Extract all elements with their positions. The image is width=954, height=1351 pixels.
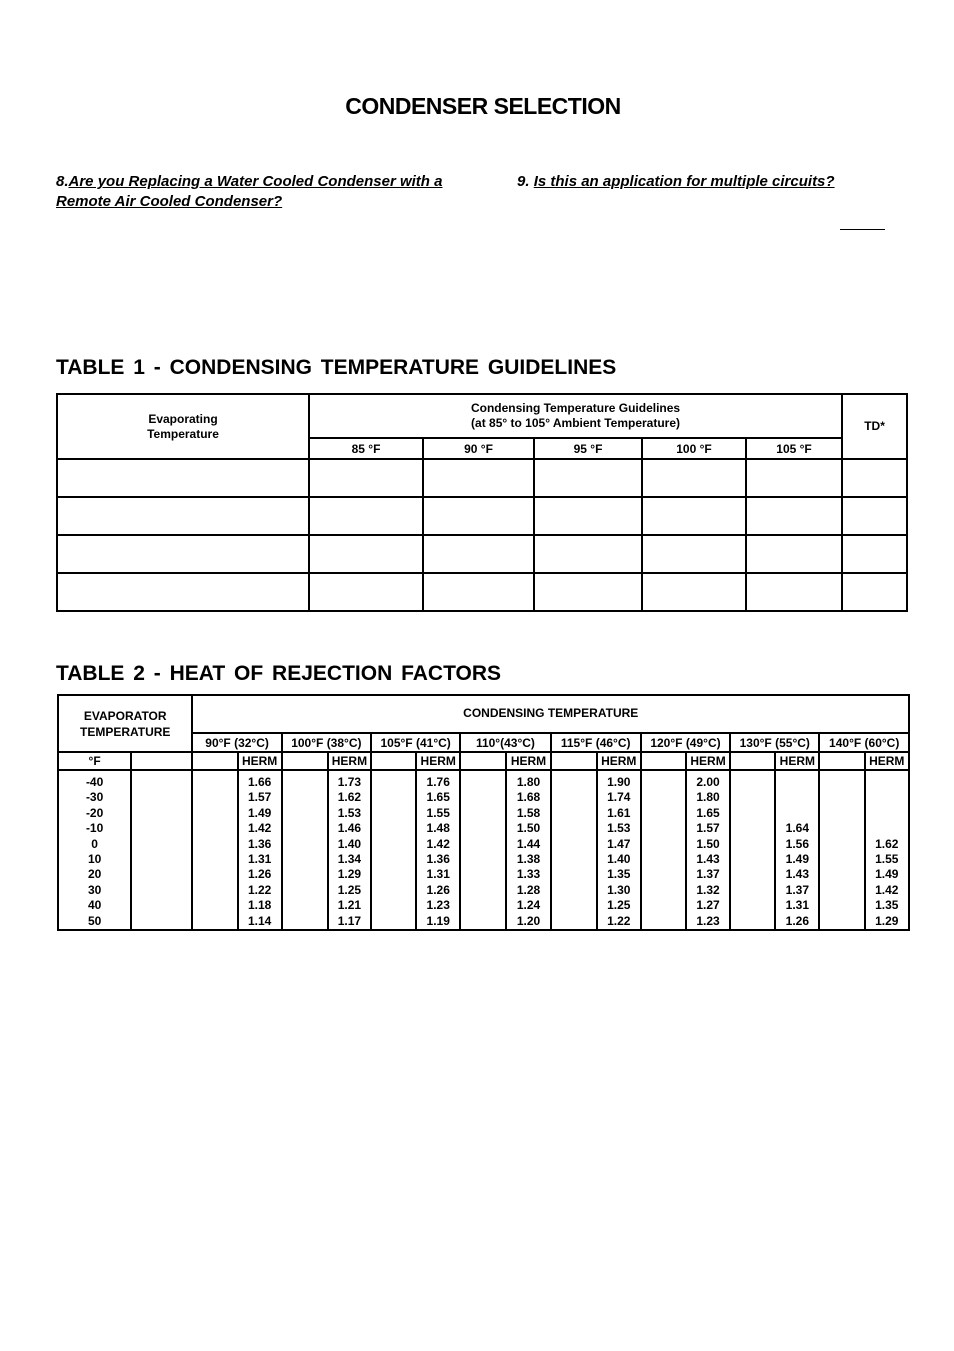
empty-cell: [460, 770, 506, 930]
column-header: 100 °F: [642, 438, 746, 459]
column-header: 105°F (41°C): [371, 733, 460, 752]
herm-label: HERM: [686, 752, 730, 770]
table-row: [57, 535, 907, 573]
empty-cell: [819, 752, 864, 770]
column-header: 140°F (60°C): [819, 733, 909, 752]
question-8-number: 8.: [56, 173, 69, 190]
herm-label: HERM: [238, 752, 282, 770]
table-cell[interactable]: [57, 573, 309, 611]
empty-cell: [371, 752, 416, 770]
herm-values: 1.64 1.56 1.49 1.43 1.37 1.31 1.26: [775, 770, 819, 930]
condensing-guidelines-header: Condensing Temperature Guidelines (at 85° to 105° Ambient Temperature): [309, 394, 842, 438]
table-cell[interactable]: [57, 459, 309, 497]
table-cell[interactable]: [309, 459, 423, 497]
condensing-temperature-header: CONDENSING TEMPERATURE: [192, 695, 909, 733]
table-cell[interactable]: [534, 573, 642, 611]
table-row: [58, 770, 909, 930]
table-cell[interactable]: [534, 535, 642, 573]
herm-label: HERM: [416, 752, 460, 770]
column-header: 110°(43°C): [460, 733, 550, 752]
answer-line[interactable]: [840, 229, 885, 230]
evaporator-temperature-header: EVAPORATOR TEMPERATURE: [58, 695, 192, 752]
column-header: 105 °F: [746, 438, 842, 459]
empty-cell: [730, 770, 775, 930]
table-cell[interactable]: [842, 497, 907, 535]
table-cell[interactable]: [642, 497, 746, 535]
table-cell[interactable]: [642, 573, 746, 611]
column-header: 130°F (55°C): [730, 733, 819, 752]
herm-values: 1.80 1.68 1.58 1.50 1.44 1.38 1.33 1.28 1.24 1.20: [506, 770, 550, 930]
table1-title: TABLE 1 - CONDENSING TEMPERATURE GUIDELINES: [56, 356, 617, 379]
table-cell[interactable]: [534, 459, 642, 497]
table-cell[interactable]: [57, 535, 309, 573]
table-cell[interactable]: [57, 497, 309, 535]
table-cell[interactable]: [642, 459, 746, 497]
evaporating-temperature-header: Evaporating Temperature: [57, 394, 309, 459]
herm-values: 1.76 1.65 1.55 1.48 1.42 1.36 1.31 1.26 1.23 1.19: [416, 770, 460, 930]
table-cell[interactable]: [423, 573, 534, 611]
table-cell[interactable]: [842, 459, 907, 497]
column-header: 95 °F: [534, 438, 642, 459]
column-header: 90 °F: [423, 438, 534, 459]
herm-values: 1.66 1.57 1.49 1.42 1.36 1.31 1.26 1.22 1.18 1.14: [238, 770, 282, 930]
table-row: [57, 573, 907, 611]
column-header: 100°F (38°C): [282, 733, 371, 752]
table-cell[interactable]: [746, 573, 842, 611]
table-cell[interactable]: [423, 459, 534, 497]
question-9-text: Is this an application for multiple circuits?: [533, 173, 835, 190]
table-cell[interactable]: [309, 573, 423, 611]
table-cell[interactable]: [746, 497, 842, 535]
question-8-text: Are you Replacing a Water Cooled Condenser with a Remote Air Cooled Condenser?: [56, 173, 443, 210]
table-cell[interactable]: [423, 497, 534, 535]
page-title: CONDENSER SELECTION: [345, 93, 621, 119]
herm-values: 2.00 1.80 1.65 1.57 1.50 1.43 1.37 1.32 1.27 1.23: [686, 770, 730, 930]
table-cell[interactable]: [746, 535, 842, 573]
unit-label: °F: [58, 752, 131, 770]
table-row: [57, 459, 907, 497]
column-header: 90°F (32°C): [192, 733, 281, 752]
table-cell[interactable]: [534, 497, 642, 535]
empty-cell: [641, 770, 686, 930]
herm-label: HERM: [775, 752, 819, 770]
empty-cell: [282, 752, 328, 770]
herm-values: 1.90 1.74 1.61 1.53 1.47 1.40 1.35 1.30 1.25 1.22: [597, 770, 641, 930]
herm-label: HERM: [328, 752, 371, 770]
empty-cell: [371, 770, 416, 930]
herm-values: 1.62 1.55 1.49 1.42 1.35 1.29: [865, 770, 909, 930]
empty-cell: [730, 752, 775, 770]
evaporator-temperature-values: -40 -30 -20 -10 0 10 20 30 40 50: [58, 770, 131, 930]
table-cell[interactable]: [309, 497, 423, 535]
empty-cell: [641, 752, 686, 770]
herm-label: HERM: [506, 752, 550, 770]
table-cell[interactable]: [309, 535, 423, 573]
empty-cell: [282, 770, 328, 930]
empty-cell: [551, 770, 597, 930]
column-header: 120°F (49°C): [641, 733, 730, 752]
column-header: 85 °F: [309, 438, 423, 459]
empty-cell: [819, 770, 864, 930]
empty-cell: [192, 770, 237, 930]
empty-cell: [192, 752, 237, 770]
heat-of-rejection-table: [57, 694, 910, 931]
column-header: 115°F (46°C): [551, 733, 641, 752]
herm-label: HERM: [597, 752, 641, 770]
table-cell[interactable]: [746, 459, 842, 497]
herm-values: 1.73 1.62 1.53 1.46 1.40 1.34 1.29 1.25 1.21 1.17: [328, 770, 371, 930]
empty-cell: [131, 752, 192, 770]
empty-cell: [460, 752, 506, 770]
table2-title: TABLE 2 - HEAT OF REJECTION FACTORS: [56, 662, 502, 685]
herm-label: HERM: [865, 752, 909, 770]
empty-cell: [551, 752, 597, 770]
table-cell[interactable]: [842, 573, 907, 611]
table-cell[interactable]: [642, 535, 746, 573]
question-9: [517, 172, 917, 192]
table-cell[interactable]: [423, 535, 534, 573]
table-cell[interactable]: [842, 535, 907, 573]
table-row: [57, 497, 907, 535]
td-header: TD*: [842, 394, 907, 459]
condensing-temperature-table: [56, 393, 908, 612]
question-8: [56, 172, 476, 212]
question-9-number: 9.: [517, 173, 530, 190]
empty-cell: [131, 770, 192, 930]
